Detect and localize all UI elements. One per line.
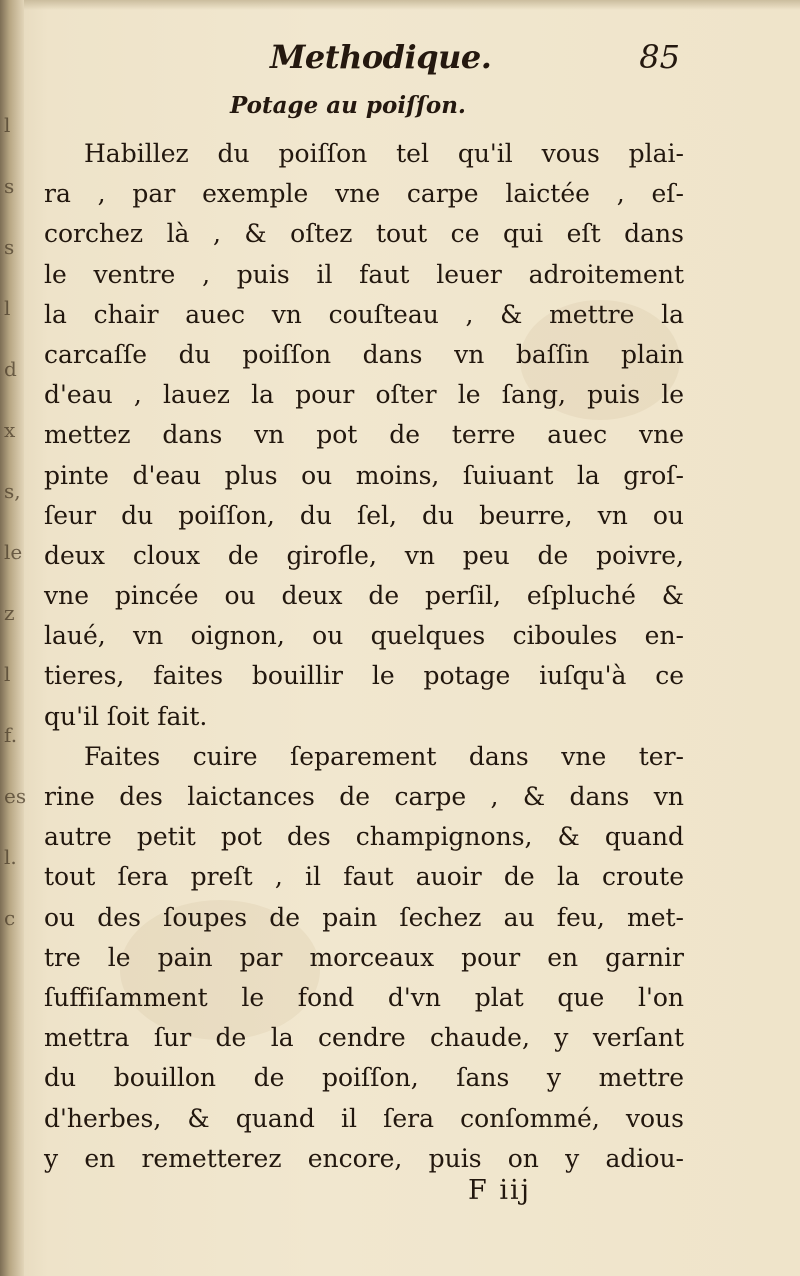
- text-line: Habillez du poiſſon tel qu'il vous plai-: [84, 139, 684, 168]
- page-top-shadow: [24, 0, 800, 10]
- text-line: ou des ſoupes de pain ſechez au feu, met-: [44, 902, 684, 932]
- text-line: laué, vn oignon, ou quelques ciboules en-: [44, 621, 684, 651]
- bleed-through-glyph: z: [4, 601, 15, 625]
- paragraph-1: [44, 134, 684, 737]
- text-line: ſeur du poiſſon, du ſel, du beurre, vn ou: [44, 500, 684, 530]
- bleed-through-glyph: f.: [4, 723, 18, 747]
- text-line: pinte d'eau plus ou moins, ſuiuant la groſ-: [44, 460, 684, 490]
- text-line: corchez là , & oſtez tout ce qui eſt dans: [44, 219, 684, 249]
- paragraph-2: [44, 737, 684, 1179]
- text-line: ſuffiſamment le fond d'vn plat que l'on: [44, 982, 684, 1012]
- bleed-through-glyph: d: [4, 357, 17, 381]
- page-header: [270, 38, 690, 88]
- text-line: d'herbes, & quand il ſera conſommé, vous: [44, 1103, 684, 1133]
- bleed-through-glyph: l: [4, 296, 11, 320]
- text-line: autre petit pot des champignons, & quand: [44, 822, 684, 852]
- bleed-through-glyph: l: [4, 662, 11, 686]
- bleed-through-glyph: x: [4, 418, 16, 442]
- bleed-through-glyph: c: [4, 906, 16, 930]
- section-title: Potage au poiſſon.: [230, 92, 466, 119]
- text-line: carcaſſe du poiſſon dans vn baſſin plain: [44, 339, 684, 369]
- text-line: Faites cuire ſeparement dans vne ter-: [84, 741, 684, 771]
- bleed-through-glyph: l: [4, 113, 11, 137]
- text-line: rine des laictances de carpe , & dans vn: [44, 782, 684, 811]
- text-line: du bouillon de poiſſon, ſans y mettre: [44, 1063, 684, 1093]
- text-line: tout ſera preſt , il faut auoir de la croute: [44, 862, 684, 892]
- text-line: mettra ſur de la cendre chaude, y verſant: [44, 1023, 684, 1053]
- body-text: [44, 134, 684, 1179]
- text-line: tre le pain par morceaux pour en garnir: [44, 942, 684, 972]
- text-line: vne pincée ou deux de perſil, eſpluché &: [44, 581, 684, 611]
- text-line: y en remetterez encore, puis on y adiou-: [44, 1143, 684, 1173]
- text-line: deux cloux de girofle, vn peu de poivre,: [44, 540, 684, 570]
- bleed-through-glyph: s: [4, 174, 15, 198]
- bleed-through-margin: [0, 95, 34, 949]
- bleed-through-glyph: le: [4, 540, 23, 564]
- text-line: qu'il ſoit fait.: [44, 701, 208, 731]
- bleed-through-glyph: es: [4, 784, 27, 808]
- text-line: mettez dans vn pot de terre auec vne: [44, 420, 684, 450]
- bleed-through-glyph: l.: [4, 845, 17, 869]
- bleed-through-glyph: s: [4, 235, 15, 259]
- text-line: d'eau , lauez la pour oſter le ſang, puis le: [44, 380, 684, 410]
- text-line: la chair auec vn couſteau , & mettre la: [44, 299, 684, 329]
- text-line: le ventre , puis il faut leuer adroitement: [44, 259, 684, 289]
- signature-mark: F iij: [468, 1175, 531, 1206]
- text-line: ra , par exemple vne carpe laictée , eſ-: [44, 179, 684, 209]
- running-title: Methodique.: [270, 38, 492, 76]
- bleed-through-glyph: s,: [4, 479, 21, 503]
- page-number: 85: [639, 38, 680, 76]
- text-line: tieres, faites bouillir le potage iuſqu'à ce: [44, 661, 684, 691]
